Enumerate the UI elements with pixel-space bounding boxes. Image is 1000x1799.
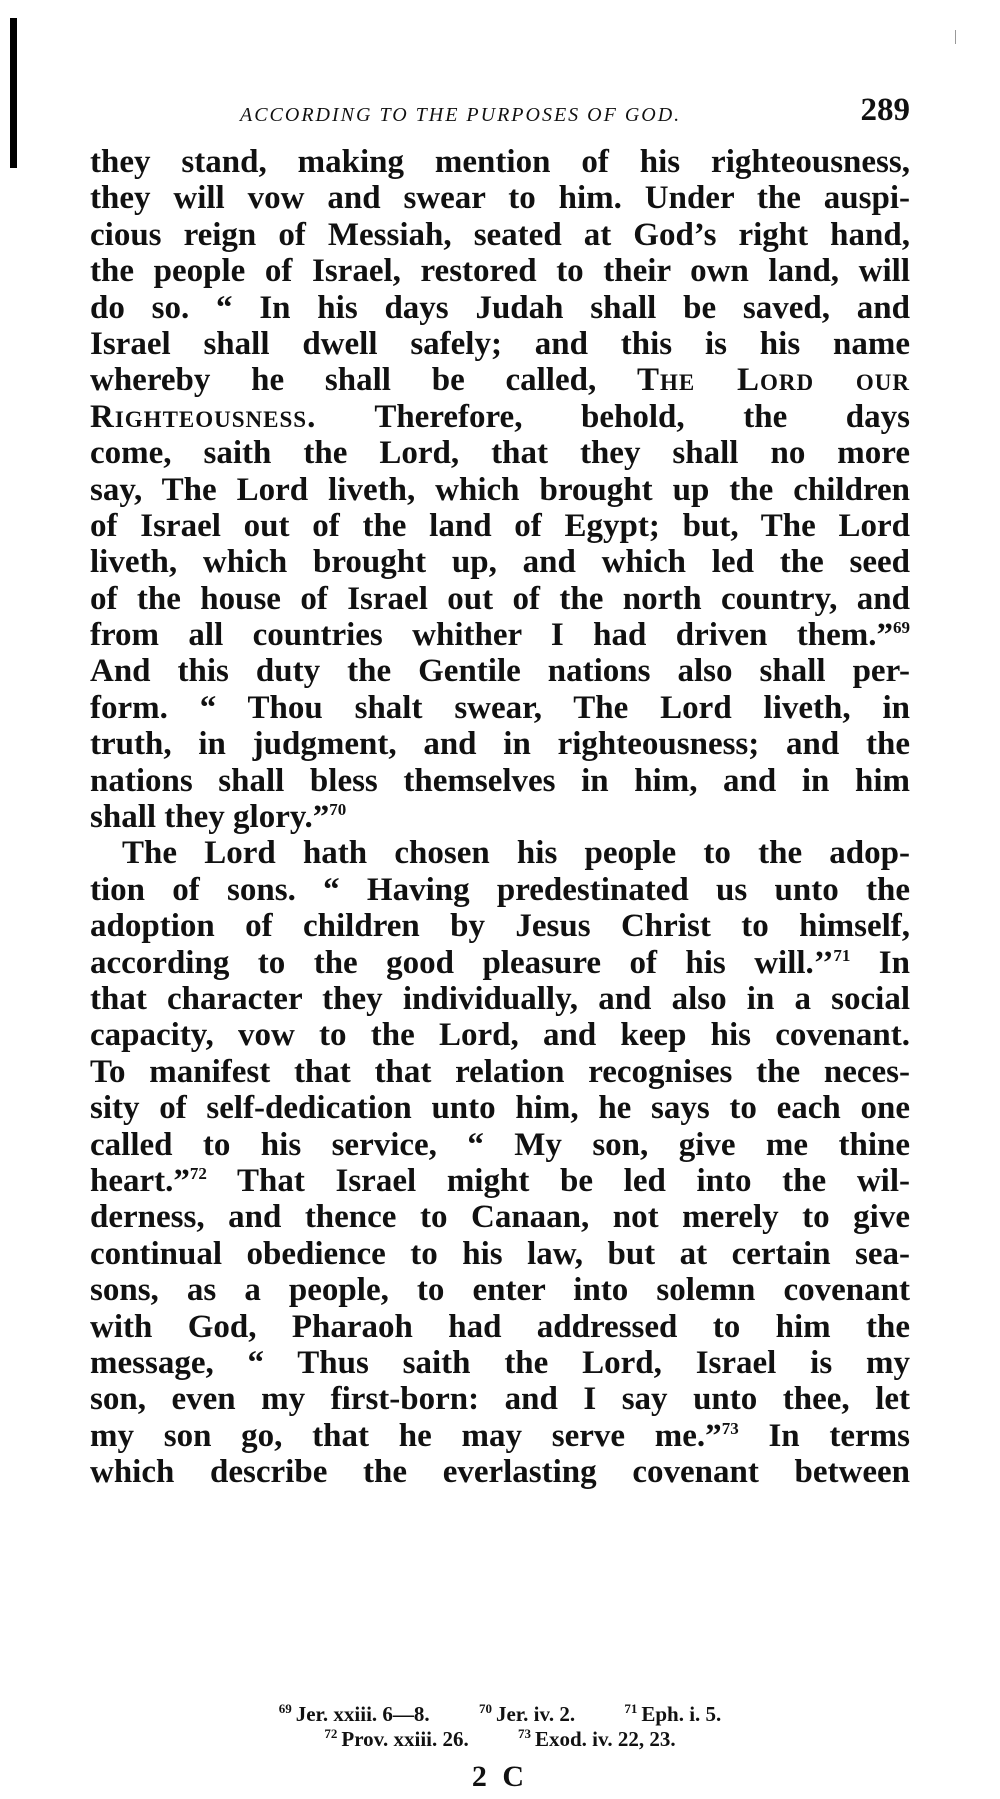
- text-line: [90, 617, 910, 653]
- text-line: sity of self-dedication unto him, he says to each one: [90, 1090, 910, 1127]
- footnote-number: 72: [324, 1726, 338, 1741]
- footnote-text: Eph. i. 5.: [641, 1702, 722, 1726]
- small-caps-run: The Lord our: [636, 362, 910, 399]
- text-run: whereby he shall be called,: [90, 362, 597, 399]
- text-line: [90, 399, 910, 435]
- text-line: continual obedience to his law, but at certain sea-: [90, 1235, 910, 1272]
- text-line: [90, 362, 910, 398]
- signature-mark: 2 C: [471, 1760, 529, 1793]
- text-line: of the house of Israel out of the north country, and: [90, 580, 910, 617]
- scan-tick-mark: [955, 30, 956, 44]
- footnote-text: Prov. xxiii. 26.: [341, 1727, 469, 1751]
- footnote-row: [90, 1727, 910, 1752]
- text-line: derness, and thence to Canaan, not merely to give: [90, 1199, 910, 1236]
- text-line: which describe the everlasting covenant between: [90, 1454, 910, 1491]
- footnote-ref: 73: [721, 1418, 739, 1438]
- text-run: That Israel might be led into the wil-: [236, 1162, 910, 1199]
- running-head: ACCORDING TO THE PURPOSES OF GOD.: [240, 104, 682, 126]
- text-line: truth, in judgment, and in righteousness; and the: [90, 726, 910, 763]
- page-number: 289: [860, 92, 910, 128]
- text-line: To manifest that that relation recognises the neces-: [90, 1053, 910, 1090]
- text-run: shall they glory.”: [90, 799, 330, 836]
- text-line: adoption of children by Jesus Christ to himself,: [90, 908, 910, 945]
- text-line: nations shall bless themselves in him, and in him: [90, 762, 910, 799]
- footnote-ref: 70: [329, 800, 347, 820]
- footnote: [518, 1727, 676, 1752]
- text-line: say, The Lord liveth, which brought up the children: [90, 471, 910, 508]
- text-line: message, “ Thus saith the Lord, Israel is my: [90, 1344, 910, 1381]
- footnote: [324, 1727, 468, 1752]
- text-run: In terms: [768, 1417, 910, 1454]
- text-run: Therefore, behold, the days: [374, 398, 910, 435]
- text-line: the people of Israel, restored to their own land, will: [90, 253, 910, 290]
- body-text: [90, 144, 910, 1490]
- footnote-ref: 72: [189, 1163, 207, 1183]
- footnote-number: 73: [518, 1726, 531, 1741]
- text-line: Israel shall dwell safely; and this is his name: [90, 325, 910, 362]
- footnote-ref: 69: [893, 618, 910, 638]
- footnote: [624, 1702, 721, 1727]
- text-line: tion of sons. “ Having predestinated us unto the: [90, 871, 910, 908]
- page-header: [240, 90, 920, 130]
- footnote-number: 71: [624, 1701, 638, 1716]
- text-line: cious reign of Messiah, seated at God’s right hand,: [90, 216, 910, 253]
- text-line: [90, 945, 910, 981]
- text-line: And this duty the Gentile nations also shall per-: [90, 653, 910, 690]
- footnote: [279, 1702, 430, 1727]
- footnote-number: 69: [278, 1701, 292, 1716]
- small-caps-run: Righteousness.: [90, 398, 317, 435]
- text-line: of Israel out of the land of Egypt; but, The Lord: [90, 507, 910, 544]
- text-run: In: [878, 944, 910, 981]
- text-line: called to his service, “ My son, give me thine: [90, 1126, 910, 1163]
- text-line: [90, 1418, 910, 1454]
- text-line: with God, Pharaoh had addressed to him the: [90, 1308, 910, 1345]
- footnote-number: 70: [478, 1701, 492, 1716]
- text-line: they will vow and swear to him. Under the auspi-: [90, 180, 910, 217]
- footnote-row: [90, 1702, 910, 1727]
- text-run: heart.”: [90, 1162, 190, 1199]
- text-line: do so. “ In his days Judah shall be saved, and: [90, 289, 910, 326]
- text-line: come, saith the Lord, that they shall no more: [90, 435, 910, 472]
- text-line: capacity, vow to the Lord, and keep his covenant.: [90, 1017, 910, 1054]
- text-line: [90, 799, 910, 835]
- text-line: that character they individually, and also in a social: [90, 980, 910, 1017]
- text-line: liveth, which brought up, and which led the seed: [90, 544, 910, 581]
- text-run: from all countries whither I had driven them.”: [90, 617, 893, 654]
- text-line: The Lord hath chosen his people to the adop-: [122, 835, 910, 872]
- text-run: according to the good pleasure of his will.’’: [90, 944, 834, 981]
- footnotes: [90, 1702, 910, 1752]
- text-line: they stand, making mention of his righteousness,: [90, 144, 910, 180]
- text-line: form. “ Thou shalt swear, The Lord liveth, in: [90, 689, 910, 726]
- footnote-ref: 71: [833, 945, 851, 965]
- footnote-text: Exod. iv. 22, 23.: [535, 1727, 676, 1751]
- text-run: my son go, that he may serve me.”: [90, 1417, 722, 1454]
- footnote: [479, 1702, 575, 1727]
- footnote-text: Jer. iv. 2.: [495, 1702, 576, 1726]
- text-line: [90, 1163, 910, 1199]
- scan-edge-mark: [10, 18, 17, 168]
- footnote-text: Jer. xxiii. 6—8.: [295, 1702, 430, 1726]
- text-line: sons, as a people, to enter into solemn covenant: [90, 1272, 910, 1309]
- text-line: son, even my first-born: and I say unto thee, let: [90, 1381, 910, 1418]
